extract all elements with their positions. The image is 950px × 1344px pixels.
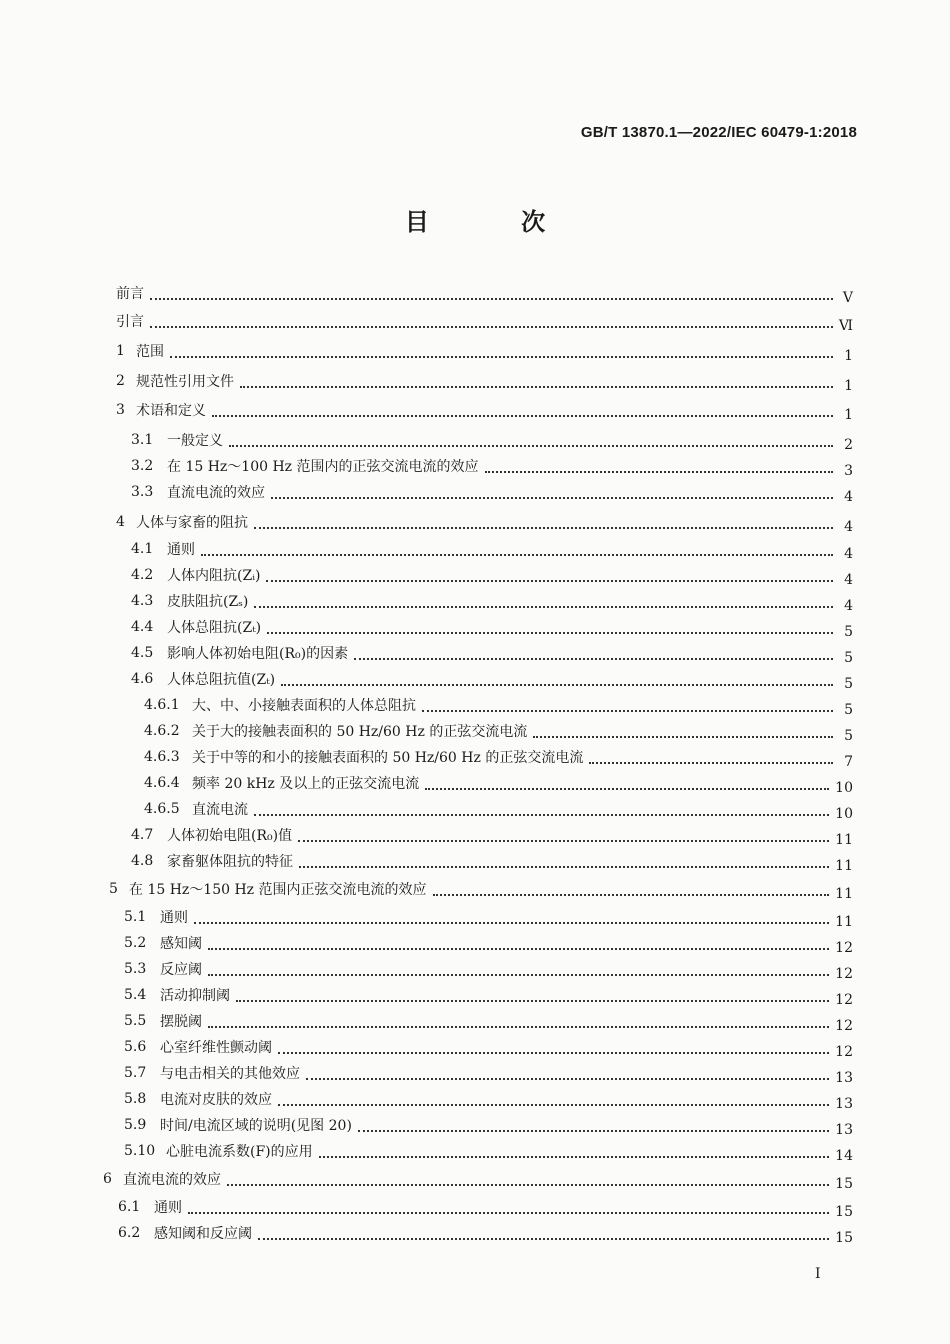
toc-entry-page: 4 — [844, 598, 853, 614]
toc-entry-page: 12 — [835, 1018, 853, 1034]
toc-entry-label: 在 15 Hz～100 Hz 范围内的正弦交流电流的效应 — [167, 459, 479, 475]
toc-entry-number: 4 — [116, 514, 125, 530]
toc-entry-number: 5.7 — [124, 1065, 147, 1081]
toc-entry-number: 3.2 — [131, 458, 154, 474]
toc-entry-page: 5 — [844, 702, 853, 718]
toc-entry[interactable] — [124, 905, 853, 929]
toc-entry-number: 4.6.2 — [144, 723, 180, 739]
toc-entry-number: 5.10 — [124, 1143, 156, 1159]
toc-entry[interactable] — [131, 667, 853, 691]
toc-leader-dots — [254, 588, 833, 608]
toc-leader-dots — [433, 876, 830, 896]
toc-entry-label: 通则 — [154, 1200, 182, 1216]
toc-leader-dots — [227, 1166, 829, 1186]
toc-entry[interactable] — [131, 823, 853, 847]
toc-entry-number: 5.3 — [124, 961, 147, 977]
toc-entry-label: 频率 20 kHz 及以上的正弦交流电流 — [192, 776, 420, 792]
toc-entry-label: 引言 — [116, 314, 144, 330]
toc-entry-label: 家畜躯体阻抗的特征 — [167, 854, 293, 870]
toc-entry[interactable] — [131, 589, 853, 613]
toc-entry-page: V — [842, 290, 853, 306]
toc-entry-label: 感知阈 — [160, 936, 202, 952]
toc-entry-page: 13 — [835, 1096, 853, 1112]
toc-leader-dots — [212, 397, 833, 417]
toc-leader-dots — [299, 848, 829, 868]
toc-leader-dots — [306, 1060, 829, 1080]
toc-entry-label: 人体与家畜的阻抗 — [136, 515, 248, 531]
toc-entry-label: 一般定义 — [167, 433, 223, 449]
toc-leader-dots — [208, 1008, 829, 1028]
toc-leader-dots — [298, 822, 829, 842]
toc-entry[interactable] — [124, 1113, 853, 1137]
toc-entry-page: 2 — [844, 437, 853, 453]
toc-entry-number: 5.2 — [124, 935, 147, 951]
toc-entry-number: 5.8 — [124, 1091, 147, 1107]
toc-entry-number: 4.1 — [131, 541, 154, 557]
toc-entry[interactable] — [131, 454, 853, 478]
toc-entry-number: 4.6 — [131, 671, 154, 687]
toc-entry[interactable] — [131, 641, 853, 665]
toc-entry-label: 心脏电流系数(F)的应用 — [166, 1144, 313, 1160]
toc-leader-dots — [201, 536, 833, 556]
toc-entry-number: 1 — [116, 343, 125, 359]
toc-entry-page: 4 — [844, 572, 853, 588]
toc-entry[interactable] — [144, 797, 853, 821]
toc-entry-label: 反应阈 — [160, 962, 202, 978]
toc-entry[interactable] — [124, 1061, 853, 1085]
toc-entry[interactable] — [131, 615, 853, 639]
toc-entry-page: 1 — [844, 407, 853, 423]
toc-entry-page: 13 — [835, 1122, 853, 1138]
toc-entry-number: 5.9 — [124, 1117, 147, 1133]
toc-leader-dots — [422, 692, 833, 712]
toc-entry-page: 11 — [835, 858, 853, 874]
toc-entry-label: 皮肤阻抗(Zₛ) — [167, 594, 249, 610]
toc-entry-page: 4 — [844, 546, 853, 562]
toc-entry-page: 10 — [835, 806, 853, 822]
toc-entry-page: 13 — [835, 1070, 853, 1086]
toc-entry-page: 4 — [844, 519, 853, 535]
page-title: 目 次 — [404, 208, 588, 236]
toc-entry-label: 前言 — [116, 286, 144, 302]
toc-entry-label: 术语和定义 — [136, 403, 206, 419]
toc-leader-dots — [278, 1086, 829, 1106]
toc-entry-page: 5 — [844, 624, 853, 640]
toc-entry-label: 人体总阻抗(Zₜ) — [167, 620, 262, 636]
toc-entry[interactable] — [124, 957, 853, 981]
toc-entry-number: 4.6.4 — [144, 775, 180, 791]
toc-entry-number: 4.2 — [131, 567, 154, 583]
toc-entry-label: 电流对皮肤的效应 — [160, 1092, 272, 1108]
toc-leader-dots — [271, 479, 833, 499]
toc-entry[interactable] — [109, 877, 853, 901]
toc-entry[interactable] — [144, 693, 853, 717]
toc-entry[interactable] — [124, 1087, 853, 1111]
toc-entry[interactable] — [124, 931, 853, 955]
toc-entry-page: 1 — [844, 378, 853, 394]
toc-leader-dots — [236, 982, 829, 1002]
toc-entry-label: 感知阈和反应阈 — [154, 1226, 252, 1242]
toc-entry-number: 2 — [116, 373, 125, 389]
toc-entry[interactable] — [131, 480, 853, 504]
toc-leader-dots — [208, 930, 829, 950]
toc-entry-number: 6.2 — [118, 1225, 141, 1241]
toc-entry-label: 范围 — [136, 344, 164, 360]
toc-entry-page: 4 — [844, 489, 853, 505]
toc-leader-dots — [278, 1034, 829, 1054]
toc-entry-number: 5.4 — [124, 987, 147, 1003]
toc-leader-dots — [254, 796, 829, 816]
toc-entry-number: 3 — [116, 402, 125, 418]
toc-leader-dots — [188, 1194, 829, 1214]
toc-entry[interactable] — [103, 1167, 853, 1191]
toc-entry-label: 通则 — [167, 542, 195, 558]
toc-leader-dots — [425, 770, 829, 790]
toc-entry-label: 关于大的接触表面积的 50 Hz/60 Hz 的正弦交流电流 — [192, 724, 528, 740]
toc-entry-number: 3.3 — [131, 484, 154, 500]
toc-entry-number: 6 — [103, 1171, 112, 1187]
toc-entry-page: Ⅵ — [838, 318, 853, 334]
toc-entry[interactable] — [118, 1221, 853, 1245]
toc-entry[interactable] — [124, 983, 853, 1007]
toc-entry[interactable] — [124, 1035, 853, 1059]
toc-entry-number: 4.6.1 — [144, 697, 180, 713]
page-number: I — [815, 1266, 821, 1282]
toc-entry-page: 15 — [835, 1176, 853, 1192]
toc-leader-dots — [170, 338, 833, 358]
toc-entry[interactable] — [144, 771, 853, 795]
toc-entry-number: 5 — [109, 881, 118, 897]
toc-leader-dots — [254, 509, 833, 529]
toc-entry-page: 12 — [835, 1044, 853, 1060]
toc-leader-dots — [358, 1112, 829, 1132]
toc-leader-dots — [589, 744, 833, 764]
toc-entry-number: 4.5 — [131, 645, 154, 661]
toc-leader-dots — [267, 614, 833, 634]
toc-entry-page: 12 — [835, 966, 853, 982]
toc-entry-page: 5 — [844, 650, 853, 666]
toc-entry[interactable] — [116, 339, 853, 363]
toc-entry-page: 7 — [844, 754, 853, 770]
toc-entry-label: 直流电流的效应 — [123, 1172, 221, 1188]
toc-entry[interactable] — [131, 428, 853, 452]
toc-leader-dots — [240, 368, 833, 388]
toc-entry-page: 12 — [835, 940, 853, 956]
toc-entry-page: 14 — [835, 1148, 853, 1164]
toc-entry-label: 时间/电流区域的说明(见图 20) — [160, 1118, 352, 1134]
toc-entry-page: 11 — [835, 832, 853, 848]
toc-entry-page: 11 — [835, 914, 853, 930]
toc-entry-page: 3 — [844, 463, 853, 479]
toc-entry-page: 15 — [835, 1230, 853, 1246]
toc-entry-page: 11 — [835, 886, 853, 902]
toc-entry-page: 5 — [844, 676, 853, 692]
toc-leader-dots — [229, 427, 833, 447]
toc-entry-number: 4.3 — [131, 593, 154, 609]
toc-leader-dots — [258, 1220, 829, 1240]
toc-entry-label: 活动抑制阈 — [160, 988, 230, 1004]
toc-entry-label: 人体初始电阻(R₀)值 — [167, 828, 293, 844]
toc-entry-page: 5 — [844, 728, 853, 744]
toc-entry-number: 5.6 — [124, 1039, 147, 1055]
toc-entry-label: 与电击相关的其他效应 — [160, 1066, 300, 1082]
toc-entry-number: 4.6.3 — [144, 749, 180, 765]
toc-leader-dots — [533, 718, 833, 738]
toc-entry[interactable] — [116, 309, 853, 333]
toc-entry-label: 摆脱阈 — [160, 1014, 202, 1030]
toc-leader-dots — [208, 956, 829, 976]
toc-leader-dots — [485, 453, 833, 473]
toc-entry-label: 直流电流 — [192, 802, 248, 818]
toc-entry[interactable] — [131, 537, 853, 561]
toc-entry-page: 10 — [835, 780, 853, 796]
toc-entry-page: 15 — [835, 1204, 853, 1220]
toc-entry[interactable] — [144, 719, 853, 743]
toc-leader-dots — [354, 640, 833, 660]
toc-entry[interactable] — [116, 281, 853, 305]
toc-entry[interactable] — [131, 563, 853, 587]
toc-entry-number: 6.1 — [118, 1199, 141, 1215]
toc-leader-dots — [281, 666, 833, 686]
toc-entry-number: 4.6.5 — [144, 801, 180, 817]
toc-entry-number: 4.4 — [131, 619, 154, 635]
toc-entry[interactable] — [116, 369, 853, 393]
toc-entry-number: 5.1 — [124, 909, 147, 925]
toc-entry-page: 1 — [844, 348, 853, 364]
toc-entry-label: 通则 — [160, 910, 188, 926]
toc-entry[interactable] — [131, 849, 853, 873]
toc-entry[interactable] — [124, 1009, 853, 1033]
toc-entry-number: 4.8 — [131, 853, 154, 869]
toc-entry-number: 5.5 — [124, 1013, 147, 1029]
toc-entry-label: 大、中、小接触表面积的人体总阻抗 — [192, 698, 416, 714]
toc-entry[interactable] — [116, 398, 853, 422]
toc-entry-label: 心室纤维性颤动阈 — [160, 1040, 272, 1056]
toc-entry-label: 人体总阻抗值(Zₜ) — [167, 672, 276, 688]
toc-leader-dots — [150, 280, 833, 300]
toc-entry-label: 关于中等的和小的接触表面积的 50 Hz/60 Hz 的正弦交流电流 — [192, 750, 584, 766]
toc-leader-dots — [150, 308, 833, 328]
toc-entry[interactable] — [144, 745, 853, 769]
toc-entry[interactable] — [124, 1139, 853, 1163]
standard-code-header: GB/T 13870.1—2022/IEC 60479-1:2018 — [580, 124, 857, 141]
toc-entry-page: 12 — [835, 992, 853, 1008]
toc-entry-number: 4.7 — [131, 827, 154, 843]
toc-entry-label: 人体内阻抗(Zᵢ) — [167, 568, 261, 584]
toc-entry[interactable] — [116, 510, 853, 534]
toc-entry-label: 在 15 Hz～150 Hz 范围内正弦交流电流的效应 — [129, 882, 427, 898]
toc-leader-dots — [266, 562, 833, 582]
toc-leader-dots — [194, 904, 829, 924]
toc-entry-label: 直流电流的效应 — [167, 485, 265, 501]
toc-leader-dots — [319, 1138, 830, 1158]
toc-entry-number: 3.1 — [131, 432, 154, 448]
toc-entry-label: 规范性引用文件 — [136, 374, 234, 390]
toc-entry-label: 影响人体初始电阻(R₀)的因素 — [167, 646, 349, 662]
toc-entry[interactable] — [118, 1195, 853, 1219]
